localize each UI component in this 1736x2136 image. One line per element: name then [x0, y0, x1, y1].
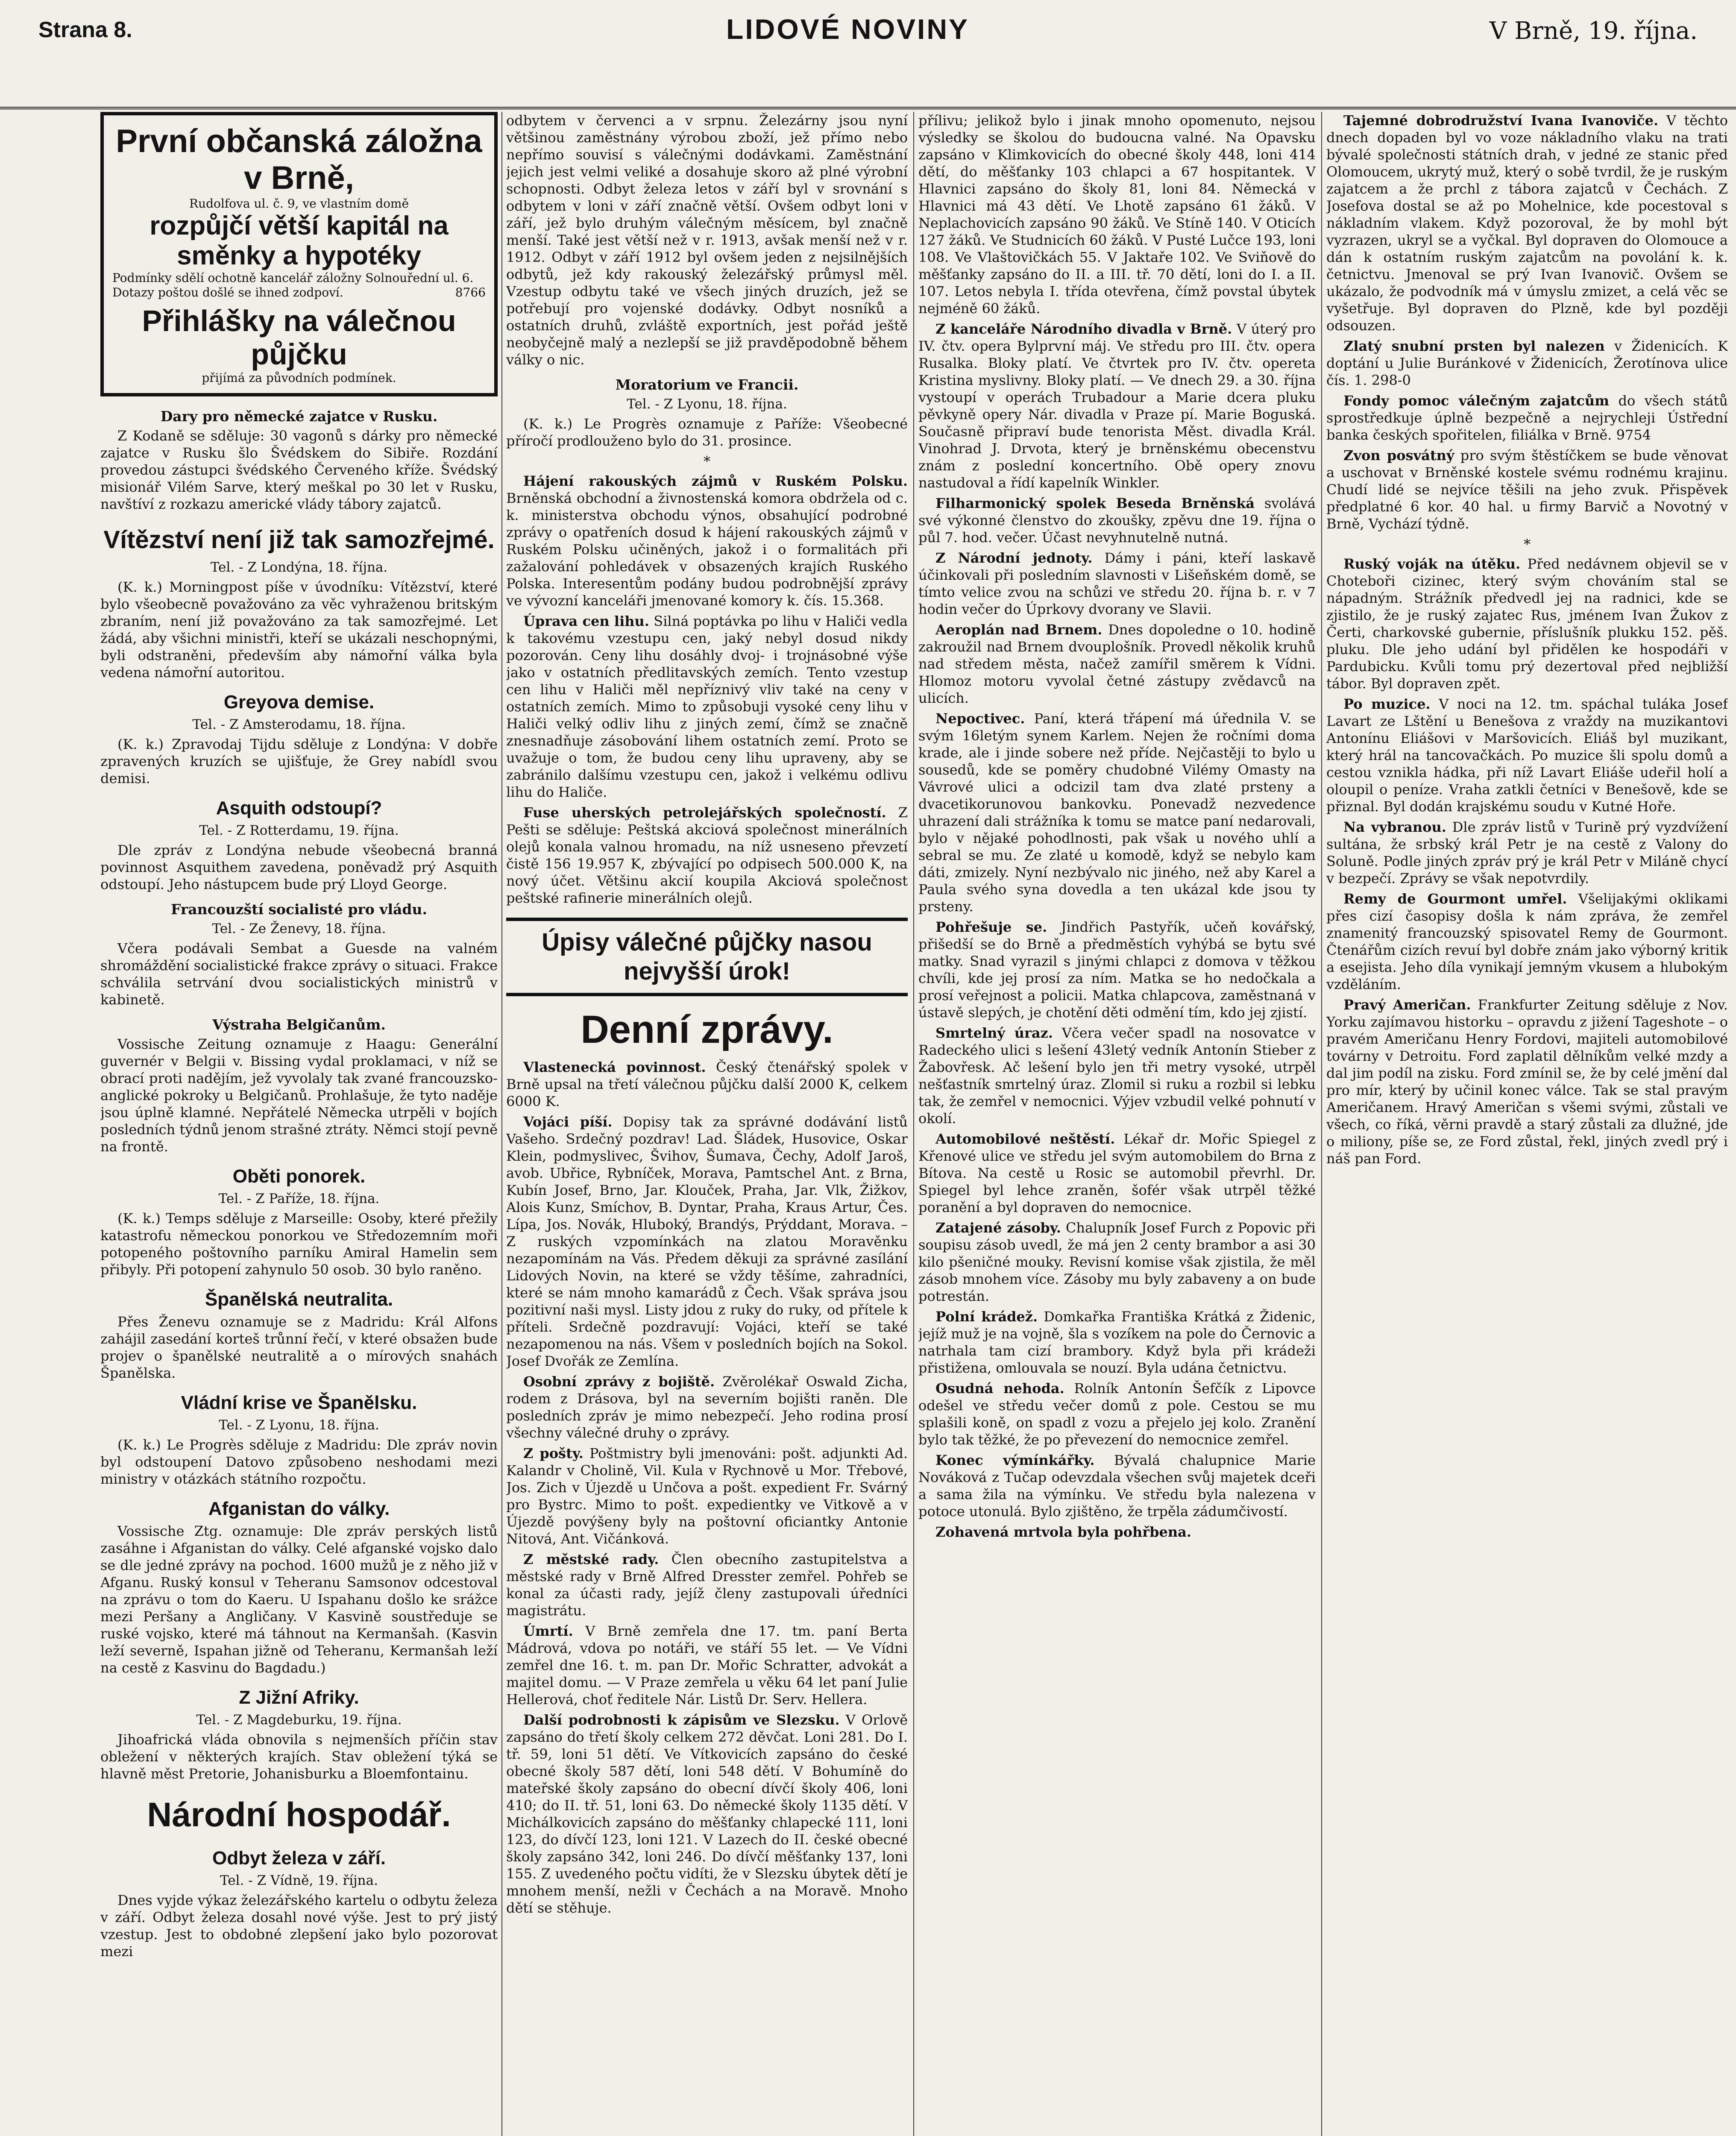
article-heading: Výstraha Belgičanům. — [212, 1016, 386, 1033]
article-text: Zatajené zásoby. Chalupník Josef Furch z Popovic při soupisu zásob uvedl, že má jen 2 centy brambor a asi 30 kilo pšeničné mouky. Revisní komise však zjistila, že měl zásob mnohem více. Zásoby mu byly zabaveny a on bude potrestán. — [918, 1220, 1316, 1304]
article-text: (K. k.) Zpravodaj Tijdu sděluje z Londýna: V dobře zpravených kruzích se ujišťuje, že Grey nabídl svou demisi. — [100, 736, 498, 786]
article-text: (K. k.) Le Progrès oznamuje z Paříže: Všeobecné příročí prodlouženo bylo do 31. prosince. — [506, 416, 908, 449]
article-text: Z pošty. Poštmistry byli jmenováni: pošt. adjunkti Ad. Kalandr v Cholině, Vil. Kula v Rychnově u Mor. Třebové, Jos. Zich v Újezdě u Unčova a pošt. expedient Fr. Svárný pro Bystrc. Mimo to pošt. expedientky ve Vitkově a v Újezdě povýšeny byly na poštovní oficiantky Antonie Nitová, Ant. Vičánková. — [506, 1445, 908, 1547]
ad-body: Podmínky sdělí ochotně kancelář záložny Solnouřední ul. 6. Dotazy poštou došlé se ihned zodpoví. 8766 — [112, 271, 486, 299]
article-text: Z městské rady. Člen obecního zastupitelstva a městské rady v Brně Alfred Dresster zemřel. Pohřeb se konal za účasti rady, jejíž členy zastupovali úředníci magistrátu. — [506, 1551, 908, 1619]
dateline: Tel. - Ze Ženevy, 18. října. — [212, 921, 386, 936]
article-text: Ruský voják na útěku. Před nedávnem objevil se v Choteboři cizinec, který svým chováním stal se nápadným. Strážník předvedl jej na radnici, kde se zjistilo, že je ruský zajatec Rus, jménem Ivan Žukov z Čerti, charkovské gubernie, příslušník plukku 152. pěš. pluku. Dle jeho udání byl přidělen ke hospodáři v Pardubicku. Kvůli tomu prý dezertoval před nejbližší tábor. Byl dopraven zpět. — [1326, 556, 1728, 692]
article-text: Fondy pomoc válečným zajatcům do všech států sprostředkuje úplně bezpečně a nejrychleji Ústřední banka českých spořitelen, filiálka v Brně. 9754 — [1326, 393, 1728, 443]
section-heading: Denní zprávy. — [581, 1008, 833, 1051]
ad-address: Rudolfova ul. č. 9, ve vlastním domě — [189, 197, 409, 211]
column-rule — [501, 112, 502, 2136]
article-heading: Vládní krise ve Španělsku. — [181, 1392, 417, 1413]
column-1 — [100, 112, 498, 2136]
dateline: Tel. - Z Amsterodamu, 18. října. — [192, 717, 406, 732]
column-4 — [1326, 112, 1728, 2136]
article-text: Další podrobnosti k zápisům ve Slezsku. V Orlově zapsáno do třetí školy celkem 272 děvčat. Loni 281. Do I. tř. 59, loni 51 dětí. Ve Vítkovicích zapsáno do české obecné školy 587 dětí, loni 548 dětí. V Bohumíně do mateřské školy zapsáno do obecní dívčí školy 406, loni 410; do II. tř. 51, loni 63. Do německé školy 1135 dětí. V Michálkovicích zapsáno do měšťanky chlapecké 111, loni 123, do dívčí 123, loni 121. V Lazech do II. české obecné školy zapsáno 342, loni 246. Do dívčí měšťanky 137, loni 155. Z uvedeného počtu vidíti, že v Slezsku úbytek dětí je mnohem menší, nežli v Čechách a na Moravě. Mnoho dětí se stěhuje. — [506, 1712, 908, 1916]
article-text: Osobní zprávy z bojiště. Zvěrolékař Oswald Zicha, rodem z Drásova, byl na severním bojišti raněn. Dle posledních zpráv je mimo nebezpečí. Jeho rodina prosí všechny válečné druhy o zprávy. — [506, 1373, 908, 1441]
article-text: odbytem v červenci a v srpnu. Železárny jsou nyní většinou zaměstnány výrobou zboží, jež přímo nebo nepřímo souvisí s válečnými dodávkami. Zaměstnání jejich jest velmi veliké a dosahuje skoro až plné výrobní schopnosti. Odbyt železa letos v září byl v srovnání s odbytem v loni v září značně větší. Ovšem odbyt loni v září, jež bylo druhým válečným měsícem, byl značně menší. Také jest větší než v r. 1913, avšak menší než v r. 1912. Odbyt v září 1912 byl ovšem jeden z nejsilnějších odbytů, jež kdy rakouský železářský průmysl měl. Vzestup odbytu také ve všech jiných druzích, jež se potřebují pro vojenské dodávky. Odbyt nosníků a ostatních druhů, zvláště exportních, jest pořád ještě neobyčejně malý a nezlepší se již pravděpodobně během války o nic. — [506, 112, 908, 368]
article-text: Automobilové neštěstí. Lékař dr. Mořic Spiegel z Křenové ulice ve středu jel svým automobilem do Brna z Bítova. Na cestě u Rosic se automobil převrhl. Dr. Spiegel byl lehce zraněn, šofér však utrpěl těžké poranění a byl dopraven do nemocnice. — [918, 1131, 1316, 1215]
war-loan-banner: Úpisy válečné půjčky nasou nejvyšší úrok! — [506, 918, 908, 996]
article-text: Na vybranou. Dle zpráv listů v Turině prý vyzdvížení sultána, že srbský král Petr je na cestě z Valony do Soluně. Podle jiných zpráv prý je král Petr v Miláně chycí v bezpečí. Zprávy se však nepotvrdily. — [1326, 819, 1728, 886]
article-text: Vojáci píší. Dopisy tak za správné dodávání listů Vašeho. Srdečný pozdrav! Lad. Šládek, Husovice, Oskar Klein, podmyslivec, Švihov, Šumava, Čechy, Adolf Jaroš, avob. Ubřice, Rybníček, Morava, Pamtschel Ant. z Brna, Kubín Josef, Brno, Jar. Klouček, Praha, Jar. Vlk, Žižkov, Alois Kunz, Smíchov, B. Dyntar, Praha, Kraus Artur, Čes. Lípa, Jos. Novák, Hluboký, Brandýs, Prýddant, Morava. – Z ruských vzpomínkách na zlatou Moravěnku nezapomínám na Vás. Předem děkuji za správné zasílání Lidových Novin, na které se vždy těšíme, zahradníci, které se nám mnoho kamarádů z Čech. Však správa jsou pozitivní naši mysl. Listy jdou z ruky do ruky, od přítele k příteli. Srdečně pozdravují: Vojáci, kteří se také nezapomenou na nás. Všem v posledních bojích na Sokol. Josef Dvořák ze Zemlína. — [506, 1114, 908, 1369]
article-heading: Z Jižní Afriky. — [239, 1687, 359, 1708]
section-heading: Národní hospodář. — [147, 1796, 451, 1834]
article-text: Vlastenecká povinnost. Český čtenářský spolek v Brně upsal na třetí válečnou půjčku další 2000 K, celkem 6000 K. — [506, 1059, 908, 1109]
column-rule — [913, 112, 914, 2136]
article-heading: Odbyt železa v září. — [212, 1848, 386, 1869]
separator: * — [1524, 536, 1531, 552]
article-text: Nepoctivec. Paní, která třápení má úřednila V. se svým 16letým synem Karlem. Nejen že ročními doma krade, ale i jinde sobere než příde. Nejčastěji to bylo u sousedů, kde se poměry chudobné Vilémy Omasty na Vávrové ulici a odcizil tam dva zlaté prsteny a dvacetikorunovou bankovku. Ponevadž nezvedence uhrazení dali strážníka k tomu se matce paní nedarovali, bylo v nějaké pohodlnosti, pak však u nového uhlí a sebral se mu. Ze zlaté u komodě, když se nebylo kam dáti, zmizely. Nyní nezbývalo nic jiného, než aby Karel a Paula svého syna dovedla a ten ukázal kde jsou ty prsteny. — [918, 710, 1316, 915]
article-text: Z Národní jednoty. Dámy i páni, kteří laskavě účinkovali při posledním slavnosti v Lišeňském domě, se tímto velice zvou na schůzi ve středu 20. října b. r. v 7 hodin večer do Úprkovy dvorany ve Slavii. — [918, 550, 1316, 617]
article-text: Dnes vyjde výkaz železářského kartelu o odbytu železa v září. Odbyt železa dosahl nové výše. Jest to prý jistý vzestup. Jest to obdobné zlepšení jako bylo pozorovat mezi — [100, 1892, 498, 1960]
article-heading: Asquith odstoupí? — [216, 798, 382, 819]
article-heading: Greyova demise. — [223, 692, 375, 713]
ad-war-loan: Přihlášky na válečnou půjčku — [142, 304, 456, 371]
article-text: Po muzice. V noci na 12. tm. spáchal tuláka Josef Lavart ze Lštění u Benešova z vraždy na muzikantovi Antonínu Eliášovi v Maršovicích. Eliáš byl muzikant, který hrál na tancovačkách. Po muzice šli spolu domů a cestou vznikla hádka, při níž Lavart Eliáše udeřil holí a oloupil o peníze. Vraha zatkli četníci v Benešově, kde se přiznal. Byl dodán krajskému soudu v Kutné Hoře. — [1326, 696, 1728, 815]
article-heading: Francouzští socialisté pro vládu. — [171, 901, 427, 918]
article-text: Přes Ženevu oznamuje se z Madridu: Král Alfons zahájil zasedání korteš trůnní řečí, v které obsažen bude projev o španělské neutralitě a o mírových snahách Španělska. — [100, 1314, 498, 1381]
article-text: Aeroplán nad Brnem. Dnes dopoledne o 10. hodině zakroužil nad Brnem dvouplošník. Provedl několik kruhů nad středem města, načež zamířil směrem k Vídni. Hlomoz motoru vyvolal četné zástupy zvědavců na ulicích. — [918, 622, 1316, 706]
article-text: Osudná nehoda. Rolník Antonín Šefčík z Lipovce odešel ve středu večer domů z pole. Cestou se mu splašili koně, on spadl z vozu a přejelo jej kolo. Zranění bylo tak těžké, že po převezení do nemocnice zemřel. — [918, 1380, 1316, 1448]
article-text: Polní krádež. Domkařka Františka Krátká z Židenic, jejíž muž je na vojně, šla s vozíkem na pole do Černovic a natrhala tam cizí brambory. Když byla při krádeži přistižena, omlouvala se nouzí. Byla udána četnictvu. — [918, 1309, 1316, 1376]
dateline: Tel. - Z Lyonu, 18. října. — [219, 1417, 379, 1433]
article-text: Pravý Američan. Frankfurter Zeitung sděluje z Nov. Yorku zajímavou historku – opravdu z jižení Tageshote – o pravém Američanu Henry Fordovi, majiteli automobilové továrny v Detroitu. Ford zaplatil dělníkům velké mzdy a dal jim podíl na zisku. Ford zmínil se, že by celé jmění dal pro mír, který by učinil konec válce. Tak se stal pravým Američanem. Hravý Američan s všemi svými, zůstali ve všech, co říká, věrni pravdě a starý zůstali za dlužné, jde o miliony, píše se, ze Ford zůstal, řekl, jiných zvedl prý i náš pan Ford. — [1326, 997, 1728, 1167]
article-text: (K. k.) Morningpost píše v úvodníku: Vítězství, které bylo všeobecně považováno za věc vyhraženou britským zbraním, není již považováno za tak samozřejmé. Let žádá, aby všichni ministři, kteří se ukázali neschopnými, byli odstraněni, především aby námořní válka byla vedena námořní autoritou. — [100, 579, 498, 681]
dateline: Tel. - Z Londýna, 18. října. — [210, 560, 388, 575]
article-text: Jihoafrická vláda obnovila s nejmenších příčin stav obležení v některých krajích. Stav obležení týká se hlavně měst Pretorie, Johanisburku a Bloemfontainu. — [100, 1731, 498, 1782]
article-text: Zvon posvátný pro svým štěstíčkem se bude věnovat a uschovat v Brněnské kostele svému rodnému krajinu. Chudí lidé se nejvíce těšili na jeho zvuk. Přispěvek předplatné 6 kor. 40 hal. u firmy Barvič a Novotný v Brně, Vychází týdně. — [1326, 447, 1728, 532]
dateline: Tel. - Z Lyonu, 18. října. — [627, 396, 787, 412]
column-2 — [506, 112, 908, 2136]
article-text: Smrtelný úraz. Včera večer spadl na nosovatce v Radeckého ulici s lešení 43letý vedník Antonín Stieber z Žabovřesk. Ač lešení bylo jen tři metry vysoké, utrpěl nešťastník smrtelný úraz. Zlomil si ruku a rozbil si lebku tak, že zemřel v nemocnici. Výjev vzbudil velké pohnutí v okolí. — [918, 1025, 1316, 1127]
article-text: Zlatý snubní prsten byl nalezen v Židenicích. K doptání u Julie Buránkové v Židenicích, Žerotínova ulice čís. 1. 298-0 — [1326, 338, 1728, 388]
ad-title: První občanská záložna v Brně, — [116, 123, 482, 196]
article-text: Filharmonický spolek Beseda Brněnská svolává své výkonné členstvo do zkoušky, zpěvu dne 19. října o půl 7. hod. večer. Účast nevyhnutelně nutná. — [918, 495, 1316, 546]
article-heading: Vítězství není již tak samozřejmé. — [103, 526, 495, 554]
article-text: Vossische Ztg. oznamuje: Dle zpráv perských listů zasáhne i Afganistan do války. Celé afganské vojsko dalo se dle jedné zprávy na pochod. 1600 mužů je z něho již v Afganu. Ruský konsul v Teheranu Samsonov odcestoval na zprávu o tom do Kaeru. U Ispahanu došlo ke srážce mezi Peršany a Angličany. V Kasvině soustředuje se ruské vojsko, které má táhnout na Kermanšah. (Kasvin leží severně, Ispahan jižně od Teheranu, Kermanšah leží na cestě z Kasvinu do Bagdadu.) — [100, 1523, 498, 1676]
article-text: Konec výmínkářky. Bývalá chalupnice Marie Nováková z Tučap odevzdala všechen svůj majetek dceři a sama žila na výmínku. Ve středu byla nalezena v potoce utonulá. Bylo zjištěno, že trpěla zádumčivostí. — [918, 1452, 1316, 1520]
article-text: (K. k.) Le Progrès sděluje z Madridu: Dle zpráv novin byl odstoupení Datovo způsobeno neshodami mezi ministry v otázkách státního rozpočtu. — [100, 1437, 498, 1487]
article-text: Úmrtí. V Brně zemřela dne 17. tm. paní Berta Mádrová, vdova po notáři, ve stáří 55 let. — Ve Vídni zemřel dne 16. t. m. pan Dr. Mořic Schratter, advokát a majitel domu. — V Praze zemřela u věku 64 let paní Julie Hellerová, choť ředitele Nár. Listů Dr. Serv. Hellera. — [506, 1623, 908, 1708]
article-text: Pohřešuje se. Jindřich Pastyřík, učeň kovářský, přišedší se do Brně a předměstích vyhýbá se bytu své matky. Snad vyrazil s jinými chlapci z domova v těžkou chvíli, kde jej prosí za ním. Matka se ho nedočkala a prosí veřejnost a policii. Matka chlapcova, zaměstnaná v ústavě slepých, je chotění děti odmění tím, kdo jej zjistí. — [918, 919, 1316, 1021]
article-heading: Dary pro německé zajatce v Rusku. — [160, 408, 438, 425]
dateline: Tel. - Z Rotterdamu, 19. října. — [199, 823, 399, 838]
article-heading: Afganistan do války. — [208, 1498, 390, 1519]
article-heading: Oběti ponorek. — [232, 1166, 366, 1187]
newspaper-title: LIDOVÉ NOVINY — [726, 13, 970, 45]
masthead — [0, 0, 1736, 109]
page-number: Strana 8. — [38, 18, 132, 42]
dateline: Tel. - Z Magdeburku, 19. října. — [196, 1712, 402, 1728]
ad-headline: rozpůjčí větší kapitál na směnky a hypotéky — [150, 211, 449, 270]
separator: * — [704, 453, 710, 469]
article-text: (K. k.) Temps sděluje z Marseille: Osoby, které přežily katastrofu německou ponorkou ve Středozemním moři potopeného poštovního parníku Amiral Hamelin sem přibyly. Při potopení zahynulo 50 osob. 30 bylo raněno. — [100, 1210, 498, 1278]
article-text: Z kanceláře Národního divadla v Brně. V úterý pro IV. čtv. opera Bylprvní máj. Ve středu pro III. čtv. opera Rusalka. Bloky platí. Ve čtvrtek pro IV. čtv. opereta Kristina myslivny. Bloky platí. — Ve dnech 29. a 30. října vystoupí v operách Trubadour a Marie dcera pluku pěvkyně opery Nár. divadla v Praze pí. Marie Boguská. Současně připraví bude tenorista Měst. divadla Král. Vinohrad J. Drvota, který je brněnskému obecenstvu znám z poslední koncertního. Obě opery znovu nastudoval a řídí kapelník Winkler. — [918, 321, 1316, 491]
article-heading: Moratorium ve Francii. — [615, 376, 799, 393]
article-text: Úprava cen lihu. Silná poptávka po lihu v Haliči vedla k takovému vzestupu cen, jaký nebyl dosud nikdy pozorován. Ceny lihu dosáhly dvoj- i trojnásobné výše jako v ostatních předlitavských zemích. Tento vzestup cen lihu v Haliči měl nepříznivý vliv také na ceny v ostatních zemích. Mimo to způsobuji vysoké ceny lihu v Haliči velký odliv lihu z jiných zemí, čímž se značně znesnadňuje zásobování lihem ostatních zemí. Proto se uvažuje o tom, že budou ceny lihu upraveny, aby se zabránilo dalšímu vzestupu cen, jakož i velkému odlivu lihu do Haliče. — [506, 613, 908, 800]
article-text: přílivu; jelikož bylo i jinak mnoho opomenuto, nejsou výsledky se školou do budoucna valné. Na Opavsku zapsáno v Klimkovicích do obecné školy 448, loni 414 dětí, do měšťanky 103 chlapci a 67 hospitantek. V Hlavnici zapsáno do školy 81, loni 84. Německá v Hlavnici má 43 dětí. Ve Lhotě zapsáno 61 žáků. V Neplachovicích zapsáno 90 žáků. Ve Stíně 140. V Oticích 127 žáků. Ve Studnicích 60 žáků. V Pusté Lučce 193, loni 108. Ve Vlaštovičkách 55. V Jaktaře 102. Ve Sviňově do měšťanky zapsáno do II. a III. tř. 70 dětí, loni do I. a II. 107. Letos nebyla I. třída otevřena, čímž povstal úbytek nejméně 60 žáků. — [918, 112, 1316, 317]
article-text: Z Kodaně se sděluje: 30 vagonů s dárky pro německé zajatce v Rusku šlo Švédskem do Sibiře. Rozdání provedou zástupci švédského Červeného kříže. Švédský misionář Vilém Sarve, který meškal po 30 let v Rusku, navštíví z rozkazu americké vlády tábory zajatců. — [100, 428, 498, 512]
article-text: Dle zpráv z Londýna nebude všeobecná branná povinnost Asquithem zavedena, poněvadž prý Asquith odstoupí. Jeho nástupcem bude prý Lloyd George. — [100, 842, 498, 892]
issue-date: V Brně, 19. října. — [1489, 17, 1698, 45]
column-rule — [1321, 112, 1322, 2136]
article-text: Remy de Gourmont umřel. Všelijakými oklikami přes cizí časopisy došla k nám zpráva, že zemřel znamenitý francouzský spisovatel Remy de Gourmont. Čtenářům cizích revuí byl dobře znám jako výborný kritik a esejista. Jeho díla vynikají jemným vkusem a hlubokým vzděláním. — [1326, 891, 1728, 992]
bank-advertisement — [100, 112, 498, 396]
article-text: Zohavená mrtvola byla pohřbena. — [935, 1524, 1191, 1540]
article-text: Fuse uherských petrolejářských společností. Z Pešti se sděluje: Peštská akciová společnost minerálních olejů konala valnou hromadu, na níž usneseno převzetí čistě 156 19.957 K, zbývající po odpisech 500.000 K, na nový účet. Většinu akcií koupila Akciová společnost peštské rafinerie minerálních olejů. — [506, 804, 908, 906]
dateline: Tel. - Z Paříže, 18. října. — [218, 1191, 380, 1206]
dateline: Tel. - Z Vídně, 19. října. — [220, 1873, 378, 1888]
article-text: Hájení rakouských zájmů v Ruském Polsku. Brněnská obchodní a živnostenská komora obdržela od c. k. ministerstva obchodu výnos, obsahující podrobné zprávy o opatřeních dosud k hájení rakouských zájmů v Ruském Polsku učiněných, jakož i o formalitách při zažalování pohledávek v obsazených krajích Ruského Polska. Interesentům podány budou podrobnější zprávy ve vývozní kanceláři jmenované komory k. čís. 15.368. — [506, 473, 908, 609]
article-heading: Španělská neutralita. — [205, 1289, 393, 1310]
column-3 — [918, 112, 1316, 2136]
article-text: Včera podávali Sembat a Guesde na valném shromáždění socialistické frakce zprávy o situaci. Frakce schválila setrvání dvou socialistických ministrů v kabinetě. — [100, 940, 498, 1008]
article-text: Tajemné dobrodružství Ivana Ivanoviče. V těchto dnech dopaden byl vo voze nákladního vlaku na trati bývalé společnosti státních drah, v jedné ze stanic před Olomoucem, ukrytý muž, který o sobě tvrdil, že je ruským zajatcem a že prchl z tábora zajatců v Čechách. Z Josefova dostal se až po Mohelnice, kde pocestoval s nákladním vlakem. Když pozoroval, že by mohl být vyzrazen, ukryl se a vyčkal. Byl dopraven do Olomouce a dán k ostatním ruským zajatcům na povolání k. k. četnictvu. Jmenoval se prý Ivan Ivanovič. Ovšem se ukázalo, že podvodník má v úmyslu zmizet, a celá věc se vyšetřuje. Byl dopraven do Plzně, kde byl později odsouzen. — [1326, 112, 1728, 334]
ad-footer: přijímá za původních podmínek. — [202, 371, 396, 385]
article-text: Vossische Zeitung oznamuje z Haagu: Generální guvernér v Belgii v. Bissing vydal proklamaci, v níž se obrací proti nadějím, jež vyvolaly tak zvané francouzsko-anglické pokroky u Belgičanů. Prohlašuje, že tyto naděje jsou úplně klamné. Nepřátelé Německa utrpěli v bojích posledních týdnů jenom strašné ztráty. Němci stojí pevně na frontě. — [100, 1036, 498, 1155]
